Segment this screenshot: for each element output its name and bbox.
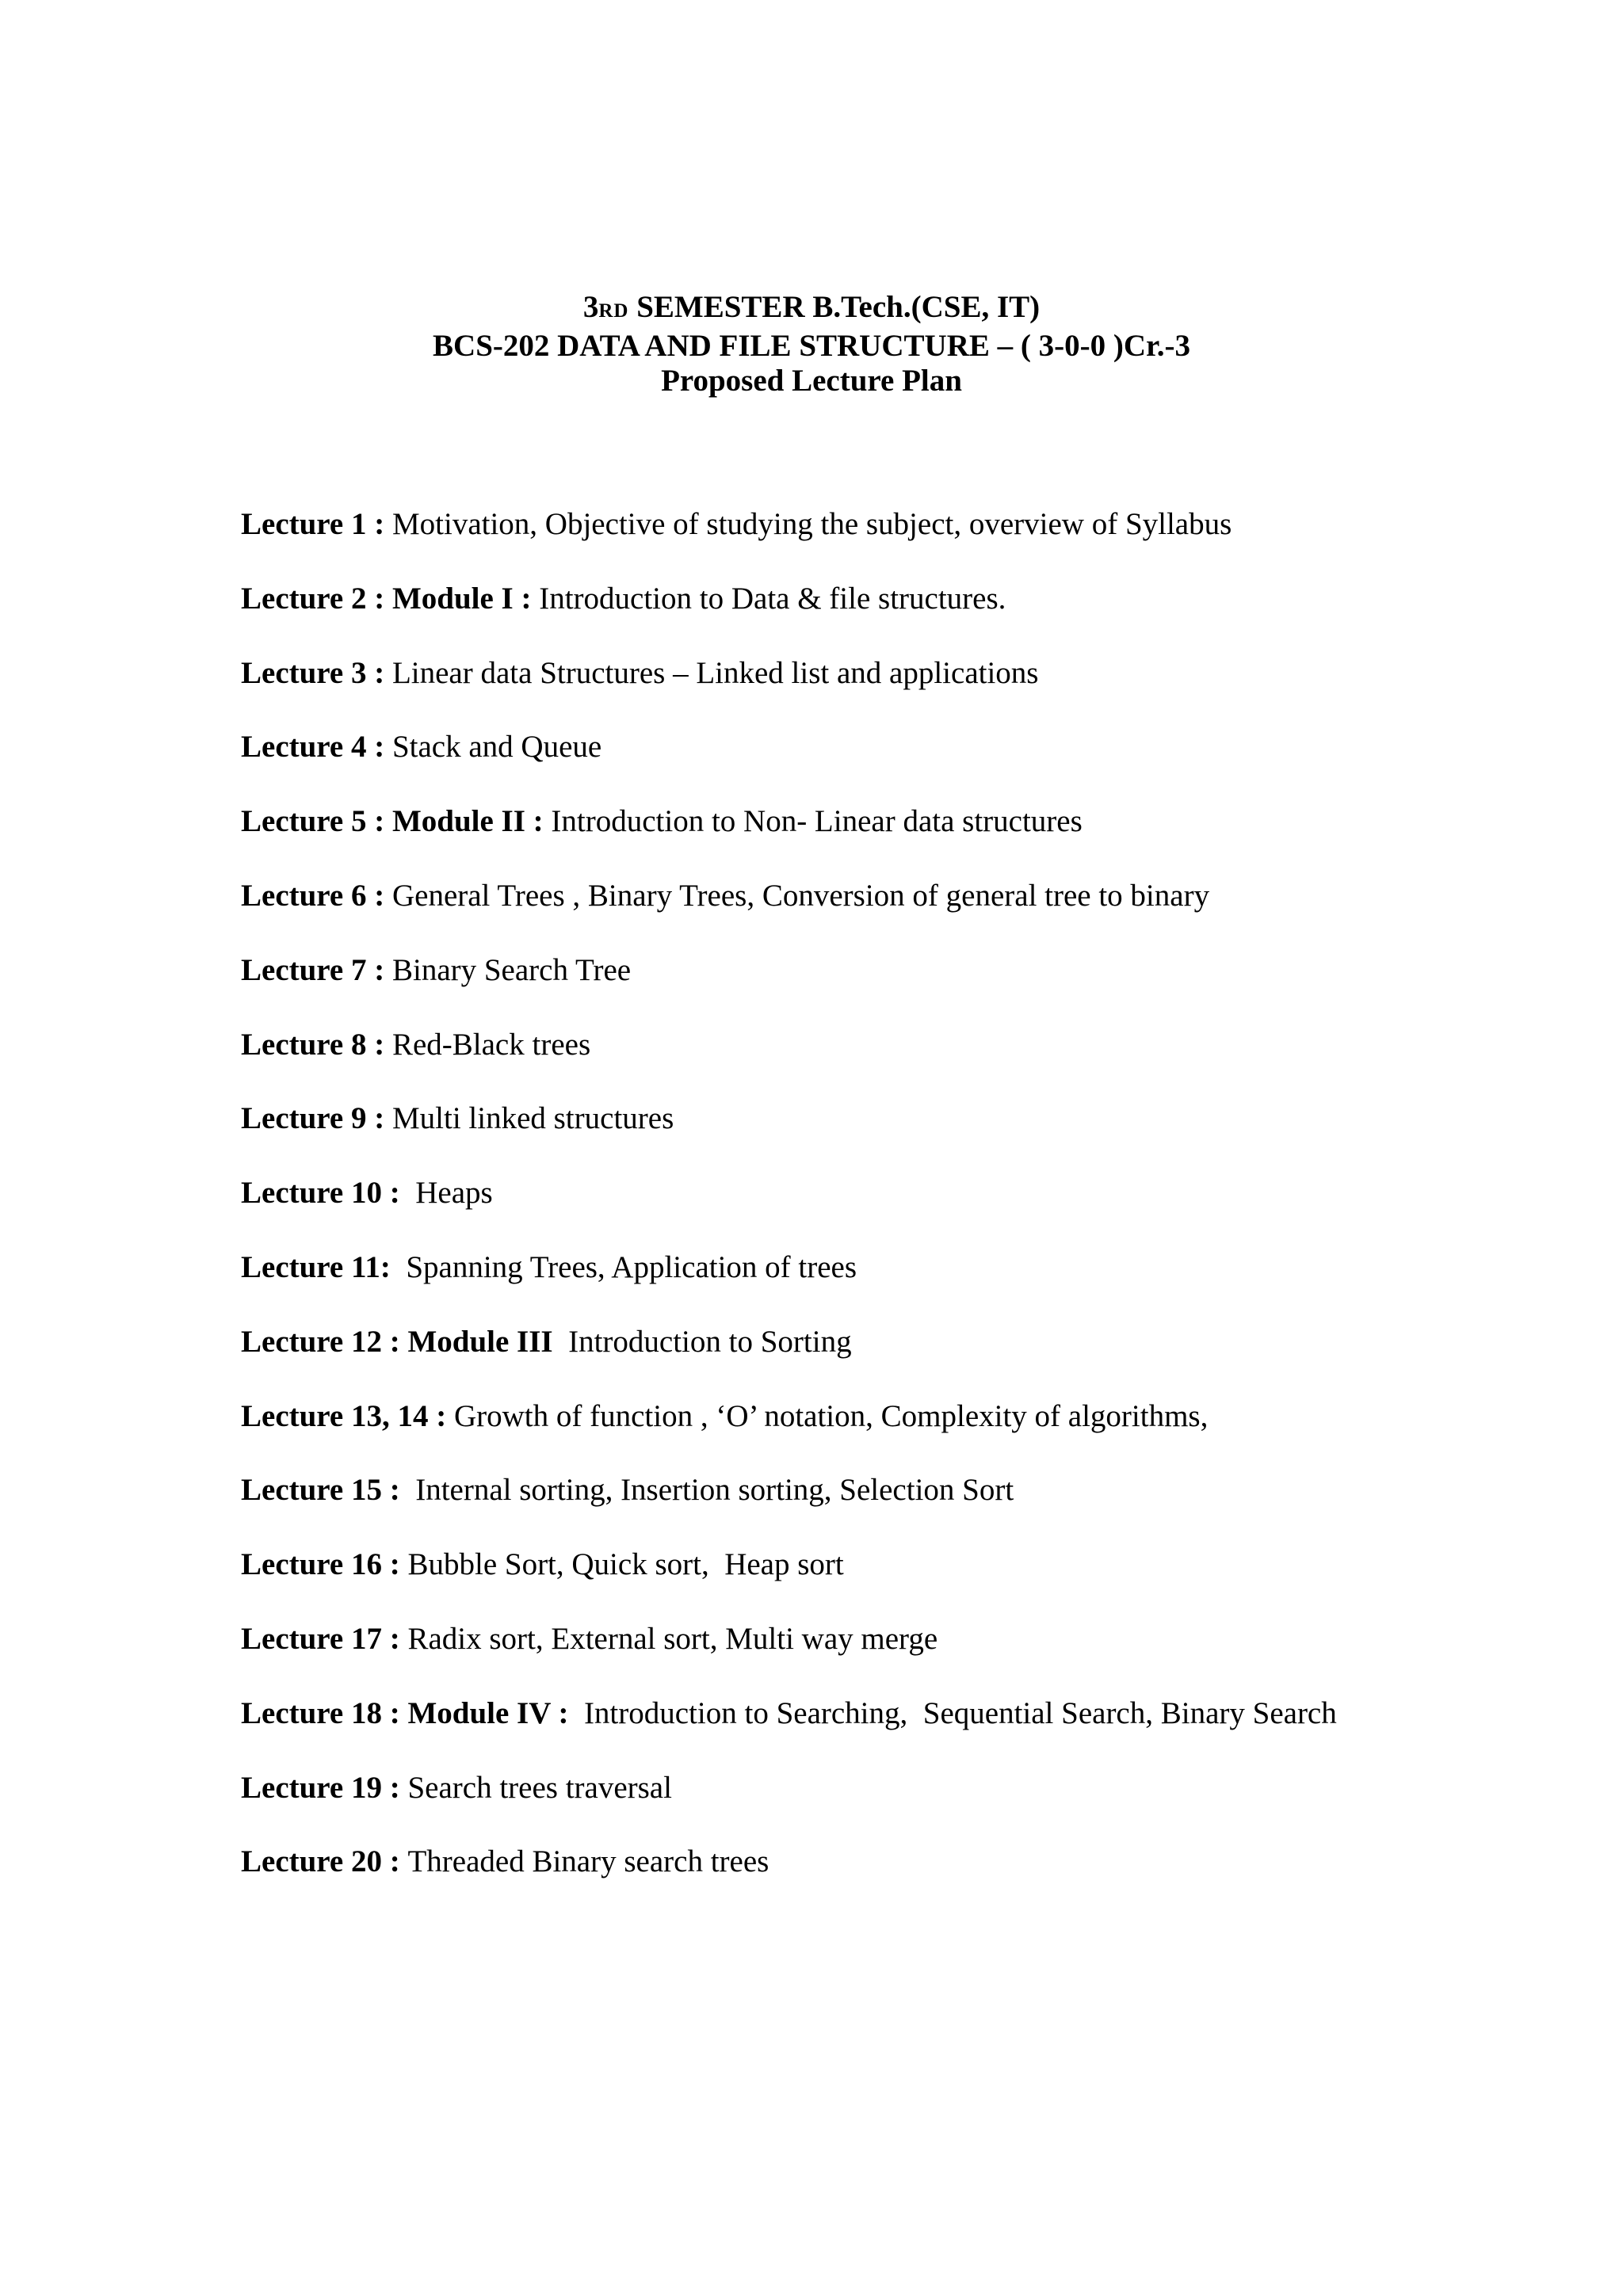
lecture-item xyxy=(241,1622,1588,1696)
lecture-topic: Growth of function , ‘O’ notation, Complexity of algorithms, xyxy=(453,1398,1209,1433)
lecture-label: Lecture 7 : xyxy=(241,952,392,987)
lecture-topic: Introduction to Data & file structures. xyxy=(539,581,1006,616)
lecture-topic: Bubble Sort, Quick sort, Heap sort xyxy=(407,1547,844,1582)
lecture-topic: General Trees , Binary Trees, Conversion of general tree to binary xyxy=(391,878,1210,913)
lecture-label: Lecture 1 : xyxy=(241,507,392,541)
module-label: Module III xyxy=(407,1324,561,1359)
lecture-label: Lecture 15 : xyxy=(241,1473,408,1508)
semester-line xyxy=(0,290,1623,329)
lecture-item xyxy=(241,1473,1588,1547)
lecture-label: Lecture 10 : xyxy=(241,1176,408,1211)
lecture-topic: Motivation, Objective of studying the subject, overview of Syllabus xyxy=(391,507,1232,541)
lecture-label: Lecture 2 : xyxy=(241,581,392,616)
lecture-item xyxy=(241,1399,1588,1474)
lecture-topic: Search trees traversal xyxy=(407,1770,672,1805)
lecture-topic: Stack and Queue xyxy=(391,730,602,765)
course-title: BCS-202 DATA AND FILE STRUCTURE – ( 3-0-0 )Cr.-3 xyxy=(433,329,1190,363)
lecture-label: Lecture 3 : xyxy=(241,655,392,690)
lecture-item xyxy=(241,1547,1588,1622)
lecture-label: Lecture 4 : xyxy=(241,730,392,765)
lecture-topic: Spanning Trees, Application of trees xyxy=(398,1249,857,1284)
lecture-item xyxy=(241,1250,1588,1325)
lecture-item xyxy=(241,879,1588,953)
lecture-item xyxy=(241,507,1588,582)
lecture-topic: Introduction to Non- Linear data structures xyxy=(551,804,1083,839)
lecture-label: Lecture 16 : xyxy=(241,1547,408,1582)
lecture-label: Lecture 19 : xyxy=(241,1770,408,1805)
module-label: Module II : xyxy=(391,804,552,839)
lecture-item xyxy=(241,1325,1588,1399)
lecture-topic: Introduction to Searching, Sequential Search, Binary Search xyxy=(576,1695,1337,1730)
lecture-topic: Binary Search Tree xyxy=(391,952,632,987)
lecture-label: Lecture 18 : xyxy=(241,1695,408,1730)
lecture-item xyxy=(241,1101,1588,1176)
lecture-label: Lecture 12 : xyxy=(241,1324,408,1359)
semester-ordinal-suffix: RD xyxy=(598,300,629,322)
lecture-label: Lecture 13, 14 : xyxy=(241,1398,454,1433)
module-label: Module I : xyxy=(391,581,540,616)
lecture-item xyxy=(241,730,1588,804)
lecture-item xyxy=(241,582,1588,656)
lecture-item xyxy=(241,1028,1588,1102)
lecture-topic: Radix sort, External sort, Multi way merge xyxy=(407,1621,938,1656)
lecture-topic: Heaps xyxy=(407,1176,493,1211)
lecture-item xyxy=(241,1176,1588,1250)
lecture-label: Lecture 11: xyxy=(241,1249,399,1284)
lecture-topic: Internal sorting, Insertion sorting, Selection Sort xyxy=(407,1473,1014,1508)
lecture-item xyxy=(241,953,1588,1028)
lecture-item xyxy=(241,1771,1588,1845)
lecture-topic: Red-Black trees xyxy=(391,1027,591,1062)
lecture-item xyxy=(241,1696,1588,1771)
lecture-topic: Multi linked structures xyxy=(391,1101,674,1136)
module-label: Module IV : xyxy=(407,1695,577,1730)
plan-title: Proposed Lecture Plan xyxy=(661,364,962,398)
lecture-item xyxy=(241,1844,1588,1919)
lecture-item xyxy=(241,656,1588,730)
lecture-label: Lecture 20 : xyxy=(241,1844,408,1879)
lecture-item xyxy=(241,804,1588,879)
lecture-label: Lecture 17 : xyxy=(241,1621,408,1656)
lecture-topic: Threaded Binary search trees xyxy=(407,1844,769,1879)
lecture-label: Lecture 6 : xyxy=(241,878,392,913)
lecture-topic: Linear data Structures – Linked list and applications xyxy=(391,655,1039,690)
lecture-label: Lecture 9 : xyxy=(241,1101,392,1136)
semester-text: SEMESTER B.Tech.(CSE, IT) xyxy=(628,290,1041,324)
lecture-label: Lecture 5 : xyxy=(241,804,392,839)
lecture-topic: Introduction to Sorting xyxy=(560,1324,852,1359)
semester-ordinal: 3 xyxy=(582,290,599,324)
lecture-list xyxy=(241,507,1588,1919)
document-header xyxy=(0,290,1623,399)
lecture-label: Lecture 8 : xyxy=(241,1027,392,1062)
